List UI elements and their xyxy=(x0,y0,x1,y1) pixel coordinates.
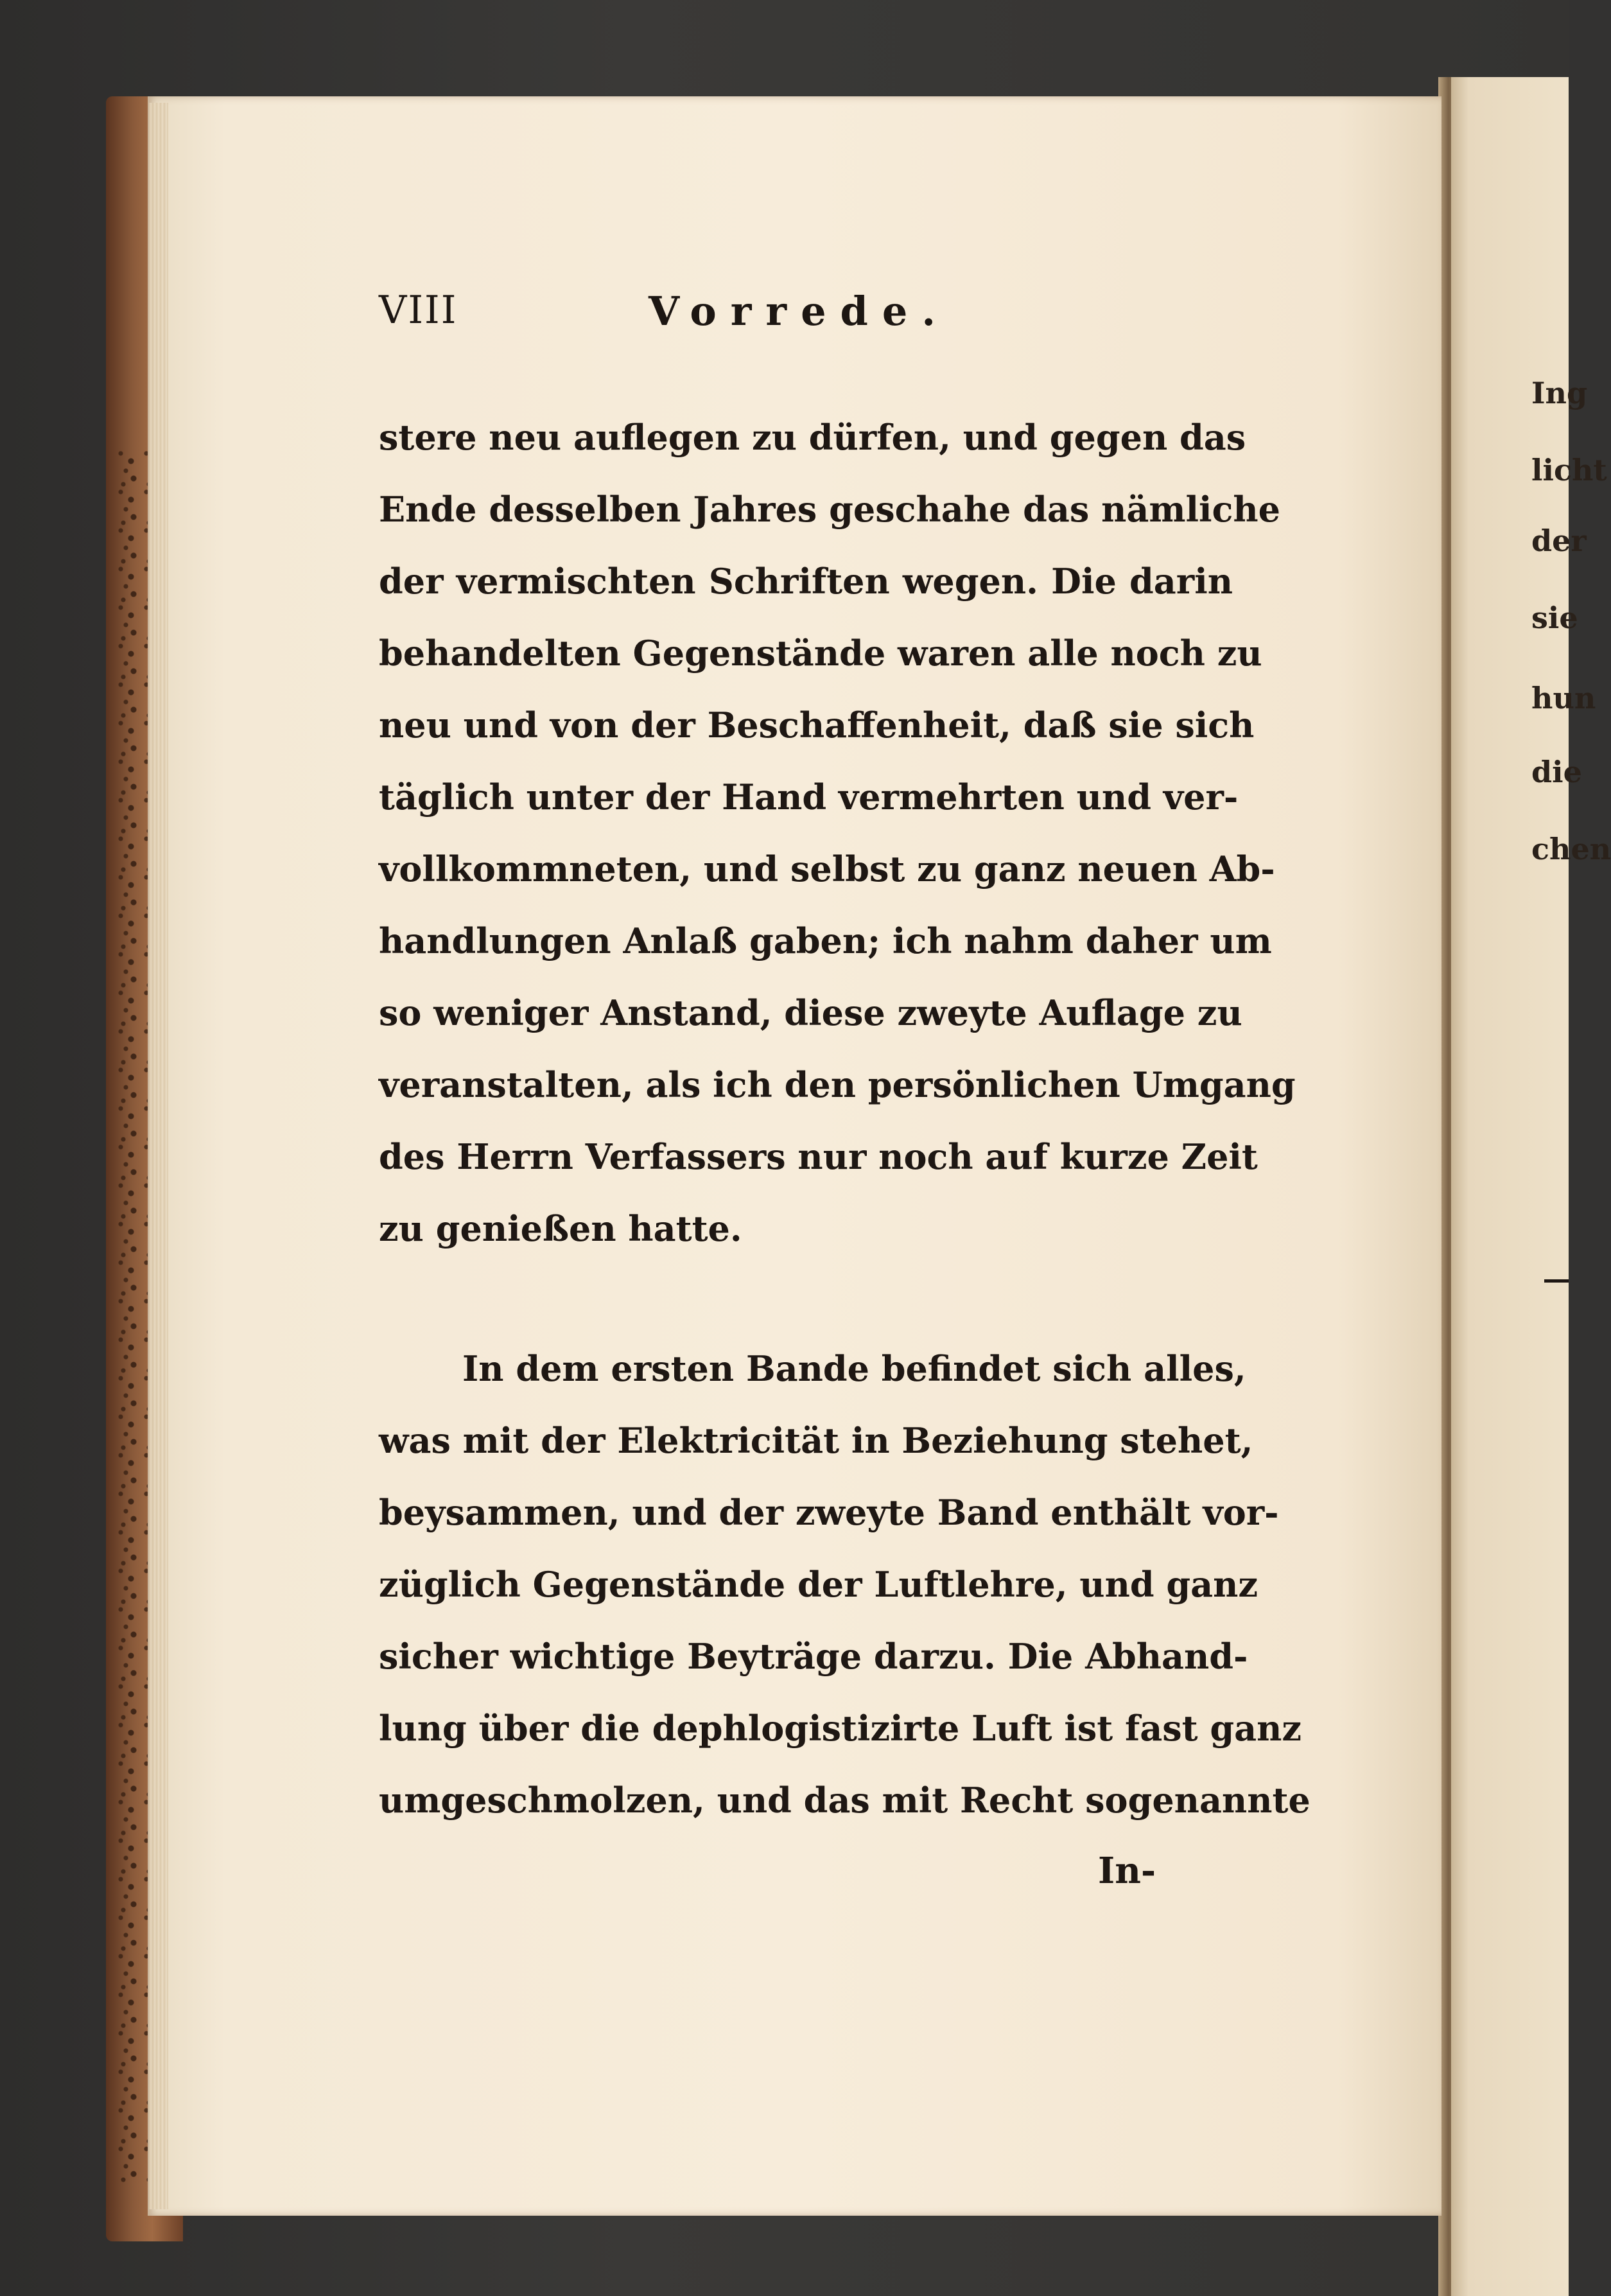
running-title: Vorrede. xyxy=(649,288,950,335)
text-line: zu genießen hatte. xyxy=(379,1208,742,1249)
right-page-fragment: Ing xyxy=(1531,376,1588,410)
text-line: was mit der Elektricität in Beziehung stehet, xyxy=(379,1420,1253,1461)
right-page-fragment: hun xyxy=(1531,681,1596,715)
page-edge-stack xyxy=(149,103,168,2209)
text-line: der vermischten Schriften wegen. Die darin xyxy=(379,561,1233,602)
text-line: stere neu auflegen zu dürfen, und gegen das xyxy=(379,417,1246,458)
right-page-fragment: licht xyxy=(1531,453,1607,487)
text-line: züglich Gegenstände der Luftlehre, und ganz xyxy=(379,1564,1258,1605)
text-line: beysammen, und der zweyte Band enthält vor- xyxy=(379,1492,1279,1533)
text-line: Ende desselben Jahres geschahe das nämliche xyxy=(379,489,1281,530)
page-header xyxy=(379,288,1233,346)
text-line: umgeschmolzen, und das mit Recht sogenannte xyxy=(379,1780,1311,1821)
catchword: In- xyxy=(1098,1850,1156,1892)
text-line: lung über die dephlogistizirte Luft ist fast ganz xyxy=(379,1708,1302,1749)
right-page-fragment: der xyxy=(1531,523,1587,558)
page-number: VIII xyxy=(379,288,458,333)
paragraph-2 xyxy=(379,1333,1311,1836)
text-line: behandelten Gegenstände waren alle noch zu xyxy=(379,633,1262,674)
paragraph-1 xyxy=(379,401,1296,1265)
right-page-fragment: chen xyxy=(1531,832,1611,866)
text-line: so weniger Anstand, diese zweyte Auflage zu xyxy=(379,992,1242,1033)
text-line: des Herrn Verfassers nur noch auf kurze Zeit xyxy=(379,1136,1258,1177)
text-line: neu und von der Beschaffenheit, daß sie sich xyxy=(379,705,1255,746)
right-page-fragment: die xyxy=(1531,755,1582,789)
text-line: vollkommneten, und selbst zu ganz neuen Ab- xyxy=(379,848,1275,889)
text-line: veranstalten, als ich den persönlichen Umgang xyxy=(379,1064,1296,1105)
text-line: sicher wichtige Beyträge darzu. Die Abhand- xyxy=(379,1636,1248,1677)
text-line: In dem ersten Bande befindet sich alles, xyxy=(462,1348,1246,1389)
right-page-fragment: sie xyxy=(1531,600,1578,635)
right-page-rule xyxy=(1544,1279,1569,1283)
text-line: handlungen Anlaß gaben; ich nahm daher um xyxy=(379,920,1272,961)
text-line: täglich unter der Hand vermehrten und ver- xyxy=(379,776,1239,818)
